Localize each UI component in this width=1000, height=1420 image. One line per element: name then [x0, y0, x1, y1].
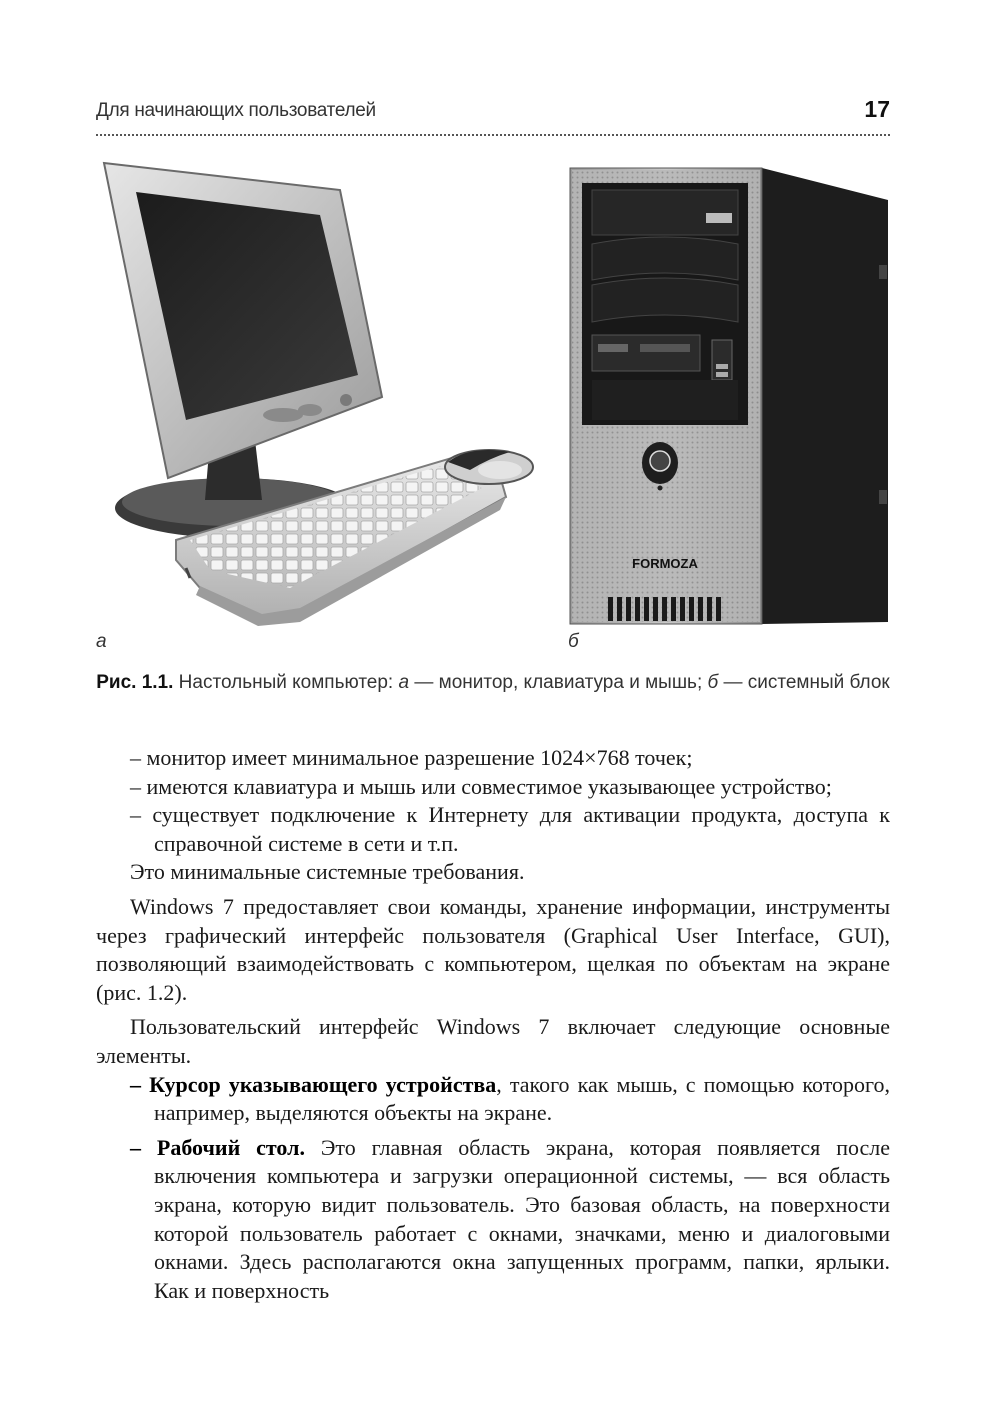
list-item: [96, 1134, 890, 1306]
figure-sublabel-a: а: [96, 631, 107, 652]
requirement-item: – монитор имеет минимальное разрешение 1024×768 точек;: [130, 745, 693, 770]
bullet-term: Рабочий стол.: [156, 1134, 305, 1160]
bullet-dash: –: [130, 1134, 157, 1160]
caption-label-a: а: [398, 672, 410, 693]
caption-text: — монитор, клавиатура и мышь;: [409, 672, 708, 693]
figure-sublabel-b: б: [568, 631, 579, 652]
case-brand-label: FORMOZA: [632, 556, 698, 571]
caption-label-b: б: [707, 672, 719, 693]
caption-prefix: Рис. 1.1.: [96, 672, 174, 693]
requirement-item: – существует подключение к Интернету для активации продукта, доступа к справочной системе в сети и т.п.: [130, 802, 890, 856]
figure-computer-illustration: [0, 0, 1000, 640]
bullet-text: Это главная область экрана, которая появляется после включения компьютера и загрузки операционной системы, — вся область экрана, которую видит пользователь. Это базовая область, на поверхности которой пользователь работает с окнами, значками, меню и диалоговыми окнами. Здесь располагаются окна запущенных программ, папки, ярлыки. Как и поверхность: [154, 1134, 891, 1303]
paragraph: Windows 7 предоставляет свои команды, хранение информации, инструменты через графический интерфейс пользователя (Graphical User Interface, GUI), позволяющий взаимодействовать с компьютером, щелкая по объектам на экране (рис. 1.2).: [96, 893, 890, 1005]
list-item: [96, 1071, 890, 1128]
monitor-image: [104, 163, 382, 538]
bullet-term: Курсор указывающего устройства: [149, 1071, 497, 1097]
bullet-text: , такого как мышь, с помощью которого, например, выделяются объекты на экране.: [154, 1071, 891, 1126]
caption-text: Настольный компьютер:: [173, 672, 399, 693]
bullet-dash: –: [130, 1071, 150, 1097]
mouse-image: [445, 450, 533, 484]
caption-text: — системный блок: [718, 672, 890, 693]
running-header-title: Для начинающих пользователей: [96, 100, 376, 121]
requirement-item: – имеются клавиатура и мышь или совместимое указывающее устройство;: [130, 773, 832, 799]
body-text: [96, 744, 890, 1305]
page-number: 17: [864, 96, 890, 122]
paragraph: Это минимальные системные требования.: [130, 859, 525, 885]
paragraph: Пользовательский интерфейс Windows 7 включает следующие основные элементы.: [96, 1014, 890, 1068]
figure-caption: [96, 670, 890, 696]
system-unit-image: [570, 168, 888, 624]
